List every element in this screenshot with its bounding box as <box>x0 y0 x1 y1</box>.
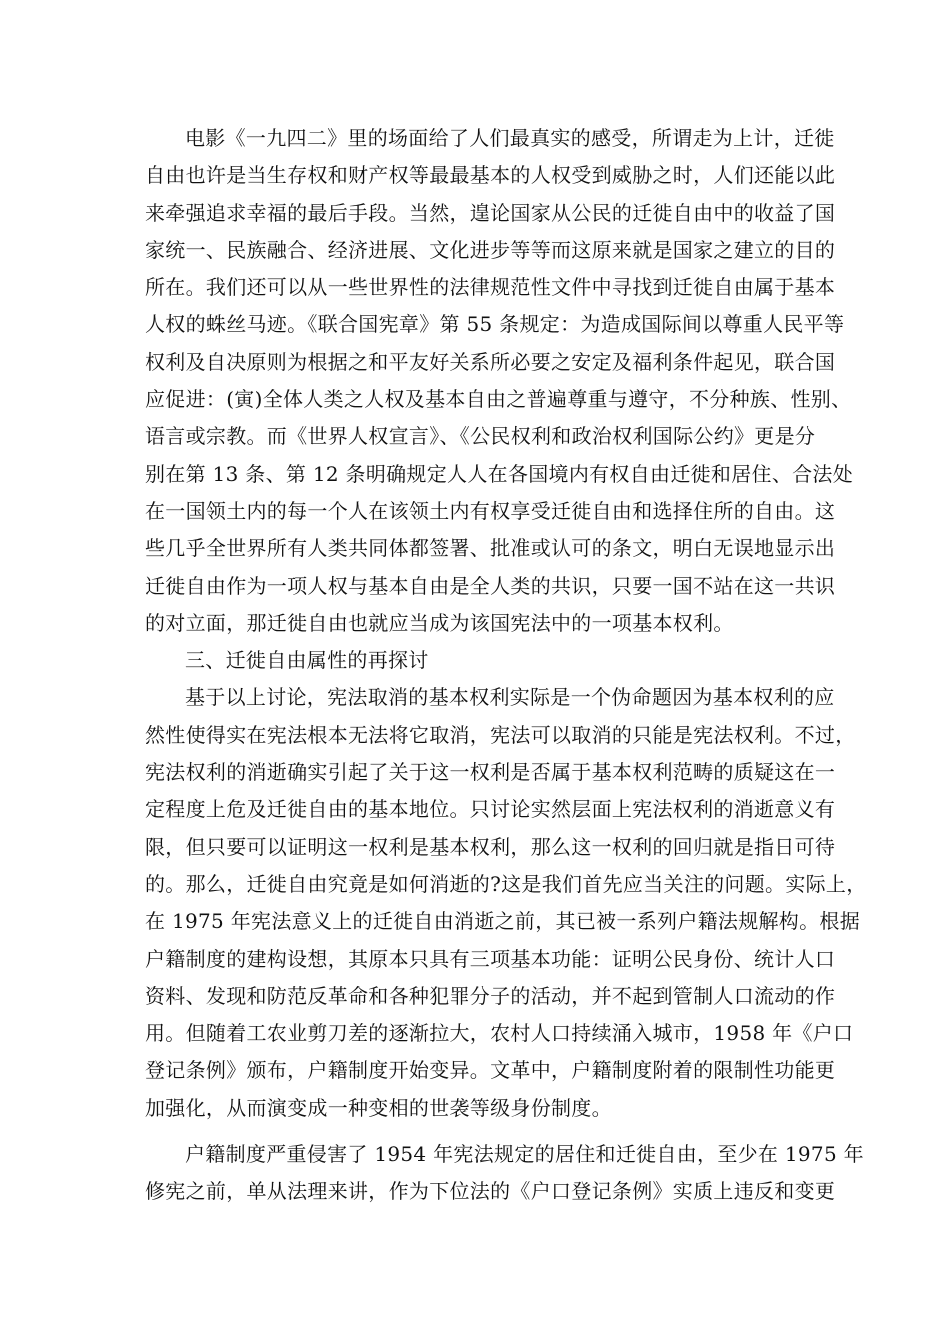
text-line: 家统一、民族融合、经济进展、文化进步等等而这原来就是国家之建立的目的 <box>145 237 836 262</box>
text-line: 基于以上讨论，宪法取消的基本权利实际是一个伪命题因为基本权利的应 <box>185 685 835 710</box>
text-line: 户籍制度的建构设想，其原本只具有三项基本功能：证明公民身份、统计人口 <box>145 946 836 971</box>
text-line: 户籍制度严重侵害了 1954 年宪法规定的居住和迁徙自由，至少在 1975 年 <box>185 1142 864 1167</box>
text-line: 电影《一九四二》里的场面给了人们最真实的感受，所谓走为上计，迁徙 <box>185 126 835 150</box>
text-line: 权利及自决原则为根据之和平友好关系所必要之安定及福利条件起见，联合国 <box>145 349 836 374</box>
text-line: 限，但只要可以证明这一权利是基本权利，那么这一权利的回归就是指日可待 <box>145 834 836 859</box>
text-line: 来牵强追求幸福的最后手段。当然，遑论国家从公民的迁徙自由中的收益了国 <box>145 200 836 225</box>
paragraph-3 <box>145 1136 864 1211</box>
text-line: 资料、发现和防范反革命和各种犯罪分子的活动，并不起到管制人口流动的作 <box>145 983 836 1008</box>
text-line: 别在第 13 条、第 12 条明确规定人人在各国境内有权自由迁徙和居住、合法处 <box>145 461 854 486</box>
text-line: 迁徙自由作为一项人权与基本自由是全人类的共识，只要一国不站在这一共识 <box>145 573 836 598</box>
text-line: 在一国领土内的每一个人在该领土内有权享受迁徙自由和选择住所的自由。这 <box>145 498 836 523</box>
text-line: 宪法权利的消逝确实引起了关于这一权利是否属于基本权利范畴的质疑这在一 <box>145 760 836 785</box>
text-line: 在 1975 年宪法意义上的迁徙自由消逝之前，其已被一系列户籍法规解构。根据 <box>145 909 861 934</box>
text-line: 人权的蛛丝马迹。《联合国宪章》第 55 条规定：为造成国际间以尊重人民平等 <box>145 312 845 337</box>
text-line: 修宪之前，单从法理来讲，作为下位法的《户口登记条例》实质上违反和变更 <box>145 1179 836 1204</box>
section-heading: 三、迁徙自由属性的再探讨 <box>185 648 429 673</box>
text-line: 些几乎全世界所有人类共同体都签署、批准或认可的条文，明白无误地显示出 <box>145 536 836 561</box>
text-line: 语言或宗教。而《世界人权宣言》、《公民权利和政治权利国际公约》更是分 <box>145 424 816 449</box>
text-line: 的对立面，那迁徙自由也就应当成为该国宪法中的一项基本权利。 <box>145 610 734 635</box>
text-line: 定程度上危及迁徙自由的基本地位。只讨论实然层面上宪法权利的消逝意义有 <box>145 797 836 822</box>
text-line: 加强化，从而演变成一种变相的世袭等级身份制度。 <box>145 1095 612 1120</box>
text-line: 的。那么，迁徙自由究竟是如何消逝的?这是我们首先应当关注的问题。实际上， <box>145 871 867 896</box>
text-line: 所在。我们还可以从一些世界性的法律规范性文件中寻找到迁徙自由属于基本 <box>145 275 836 300</box>
text-line: 自由也许是当生存权和财产权等最最基本的人权受到威胁之时，人们还能以此 <box>145 163 836 188</box>
text-line: 然性使得实在宪法根本无法将它取消，宪法可以取消的只能是宪法权利。不过， <box>145 722 856 747</box>
paragraph-2 <box>145 679 867 1127</box>
text-line: 用。但随着工农业剪刀差的逐渐拉大，农村人口持续涌入城市，1958 年《户口 <box>145 1021 854 1046</box>
paragraph-1 <box>145 120 854 642</box>
text-line: 登记条例》颁布，户籍制度开始变异。文革中，户籍制度附着的限制性功能更 <box>145 1058 836 1083</box>
document-body <box>145 120 867 1211</box>
text-line: 应促进：(寅)全体人类之人权及基本自由之普遍尊重与遵守，不分种族、性别、 <box>145 387 852 412</box>
